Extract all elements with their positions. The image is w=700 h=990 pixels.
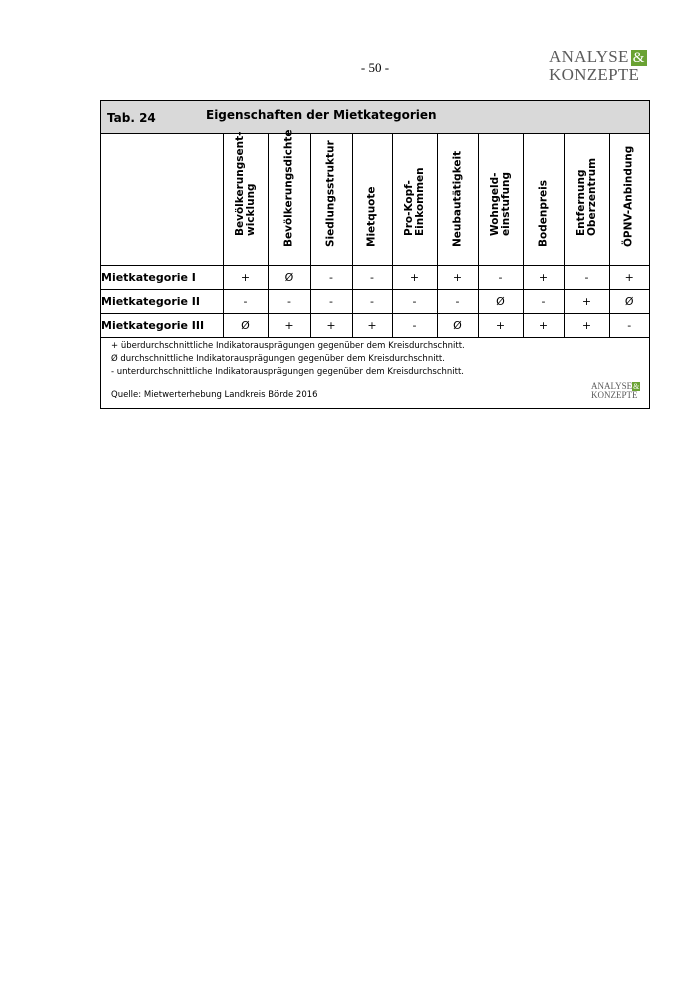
column-header: Mietquote xyxy=(352,134,392,266)
table-cell: - xyxy=(437,290,478,314)
table-cell: Ø xyxy=(609,290,649,314)
table-cell: - xyxy=(310,266,352,290)
source-note: Quelle: Mietwerterhebung Landkreis Börde 2016 xyxy=(111,390,318,400)
table-cell: + xyxy=(268,314,310,338)
row-label: Mietkategorie I xyxy=(101,266,223,290)
table-cell: + xyxy=(523,314,564,338)
table-cell: - xyxy=(310,290,352,314)
column-header: ÖPNV-Anbindung xyxy=(609,134,649,266)
table-cell: - xyxy=(352,290,392,314)
table-cell: - xyxy=(392,290,437,314)
table-cell: + xyxy=(609,266,649,290)
table-cell: + xyxy=(223,266,268,290)
table-label: Tab. 24 xyxy=(107,111,156,125)
table-row xyxy=(101,290,649,314)
small-company-logo xyxy=(591,382,646,400)
column-header: Bodenpreis xyxy=(523,134,564,266)
table-row xyxy=(101,266,649,290)
table-cell: - xyxy=(352,266,392,290)
small-logo-ampersand: & xyxy=(633,382,640,391)
column-header: Wohngeld- einstufung xyxy=(478,134,523,266)
table-cell: - xyxy=(478,266,523,290)
table-cell: + xyxy=(352,314,392,338)
company-logo xyxy=(549,48,651,83)
column-header: Entfernung Oberzentrum xyxy=(564,134,609,266)
table-cell: - xyxy=(609,314,649,338)
column-header: Bevölkerungsent- wicklung xyxy=(223,134,268,266)
column-header-row xyxy=(101,134,649,266)
legend-note-plus: + überdurchschnittliche Indikatorausprägungen gegenüber dem Kreisdurchschnitt. xyxy=(111,341,465,351)
table-cell: + xyxy=(478,314,523,338)
table-cell: - xyxy=(564,266,609,290)
logo-line-1: ANALYSE xyxy=(549,47,629,66)
table-cell: - xyxy=(392,314,437,338)
logo-line-2: KONZEPTE xyxy=(549,65,640,84)
page-number: - 50 - xyxy=(360,60,390,75)
table-cell: Ø xyxy=(268,266,310,290)
row-label-header xyxy=(101,134,223,266)
column-header: Neubautätigkeit xyxy=(437,134,478,266)
table-cell: + xyxy=(437,266,478,290)
table-header-bar xyxy=(101,101,649,134)
table-cell: + xyxy=(564,314,609,338)
row-label: Mietkategorie II xyxy=(101,290,223,314)
legend-note-average: Ø durchschnittliche Indikatorausprägungen gegenüber dem Kreisdurchschnitt. xyxy=(111,354,445,364)
table-cell: + xyxy=(392,266,437,290)
table-cell: + xyxy=(310,314,352,338)
table-title: Eigenschaften der Mietkategorien xyxy=(206,108,437,122)
table-cell: - xyxy=(268,290,310,314)
properties-table xyxy=(100,100,650,409)
table-cell: Ø xyxy=(437,314,478,338)
data-grid xyxy=(101,129,649,338)
table-cell: - xyxy=(523,290,564,314)
column-header: Pro-Kopf- Einkommen xyxy=(392,134,437,266)
column-header: Bevölkerungsdichte xyxy=(268,134,310,266)
table-row xyxy=(101,314,649,338)
table-cell: + xyxy=(564,290,609,314)
table-cell: Ø xyxy=(223,314,268,338)
logo-ampersand: & xyxy=(632,50,645,66)
row-label: Mietkategorie III xyxy=(101,314,223,338)
table-cell: Ø xyxy=(478,290,523,314)
column-header: Siedlungsstruktur xyxy=(310,134,352,266)
table-cell: - xyxy=(223,290,268,314)
table-notes xyxy=(101,338,649,408)
legend-note-minus: - unterdurchschnittliche Indikatorausprägungen gegenüber dem Kreisdurchschnitt. xyxy=(111,367,464,377)
table-cell: + xyxy=(523,266,564,290)
small-logo-line-2: KONZEPTE xyxy=(591,390,638,400)
small-logo-line-1: ANALYSE xyxy=(591,381,633,391)
